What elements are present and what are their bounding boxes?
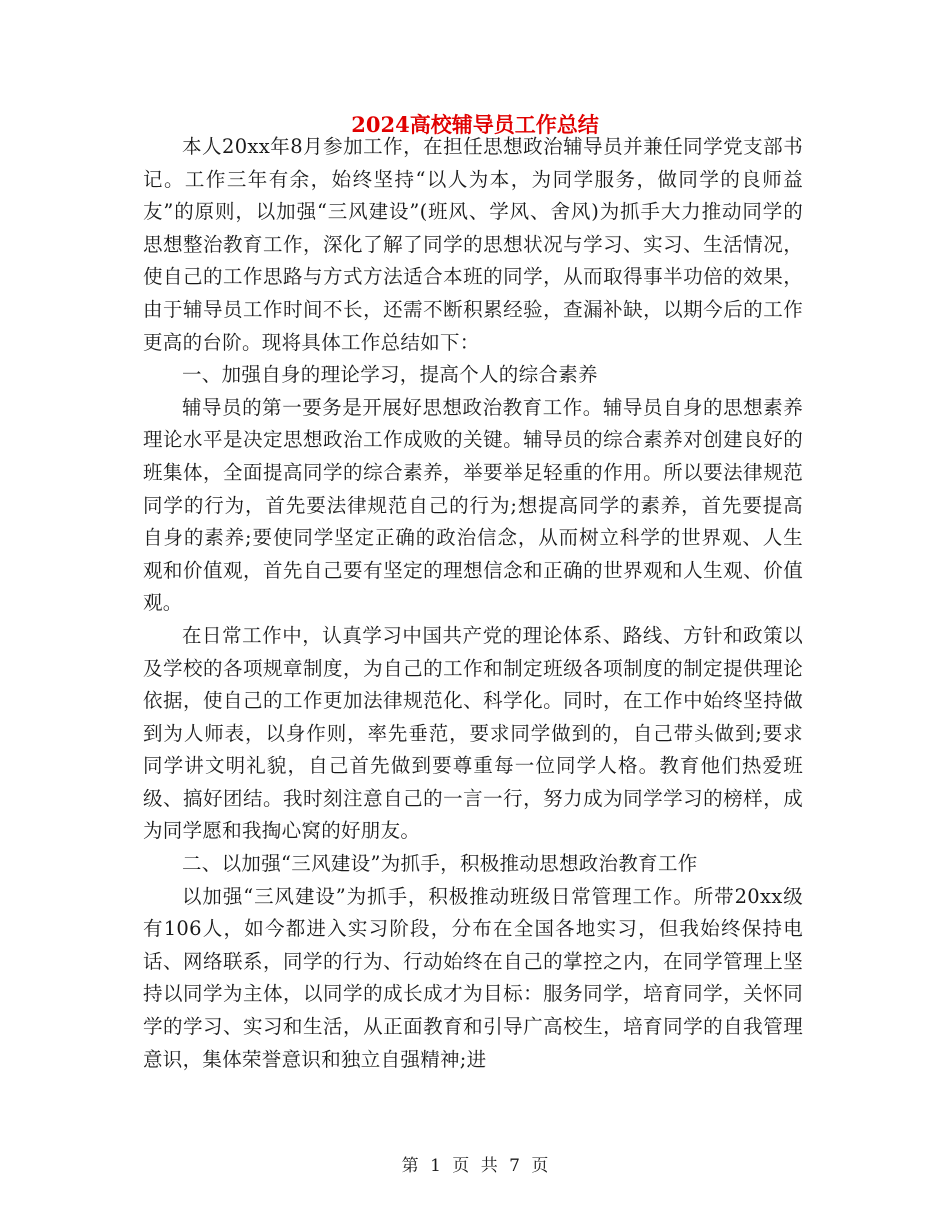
section-heading-1: 一、加强自身的理论学习，提高个人的综合素养 — [182, 363, 598, 387]
section-heading-2: 二、以加强“三风建设”为抓手，积极推动思想政治教育工作 — [182, 852, 698, 876]
page-footer: 第 1 页 共 7 页 — [401, 1156, 549, 1176]
paragraph-intro: 本人20xx年8月参加工作，在担任思想政治辅导员并兼任同学党支部书记。工作三年有余，始终坚持“以人为本，为同学服务，做同学的良师益友”的原则，以加强“三风建设”(班风、学风、舍风)为抓手大力推动同学的思想整治教育工作，深化了解了同学的思想状况与学习、实习、生活情况，使自己的工作思路与方式方法适合本班的同学，从而取得事半功倍的效果，由于辅导员工作时间不长，还需不断积累经验，查漏补缺，以期今后的工作更高的台阶。现将具体工作总结如下： — [143, 135, 803, 354]
paragraph-section-2-a: 以加强“三风建设”为抓手，积极推动班级日常管理工作。所带20xx级有106人，如今都进入实习阶段，分布在全国各地实习，但我始终保持电话、网络联系，同学的行为、行动始终在自己的掌控之内，在同学管理上坚持以同学为主体，以同学的成长成才为目标：服务同学，培育同学，关怀同学的学习、实习和生活，从正面教育和引导广高校生，培育同学的自我管理意识，集体荣誉意识和独立自强精神;进 — [143, 884, 803, 1071]
document-title: 2024高校辅导员工作总结 — [351, 112, 599, 137]
paragraph-section-1-b: 在日常工作中，认真学习中国共产党的理论体系、路线、方针和政策以及学校的各项规章制度，为自己的工作和制定班级各项制度的制定提供理论依据，使自己的工作更加法律规范化、科学化。同时，在工作中始终坚持做到为人师表，以身作则，率先垂范，要求同学做到的，自己带头做到;要求同学讲文明礼貌，自己首先做到要尊重每一位同学人格。教育他们热爱班级、搞好团结。我时刻注意自己的一言一行，努力成为同学学习的榜样，成为同学愿和我掏心窝的好朋友。 — [143, 623, 803, 843]
paragraph-section-1-a: 辅导员的第一要务是开展好思想政治教育工作。辅导员自身的思想素养理论水平是决定思想政治工作成败的关键。辅导员的综合素养对创建良好的班集体，全面提高同学的综合素养，举要举足轻重的作用。所以要法律规范同学的行为，首先要法律规范自己的行为;想提高同学的素养，首先要提高自身的素养;要使同学坚定正确的政治信念，从而树立科学的世界观、人生观和价值观，首先自己要有坚定的理想信念和正确的世界观和人生观、价值观。 — [143, 395, 803, 615]
document-body — [143, 131, 803, 1076]
